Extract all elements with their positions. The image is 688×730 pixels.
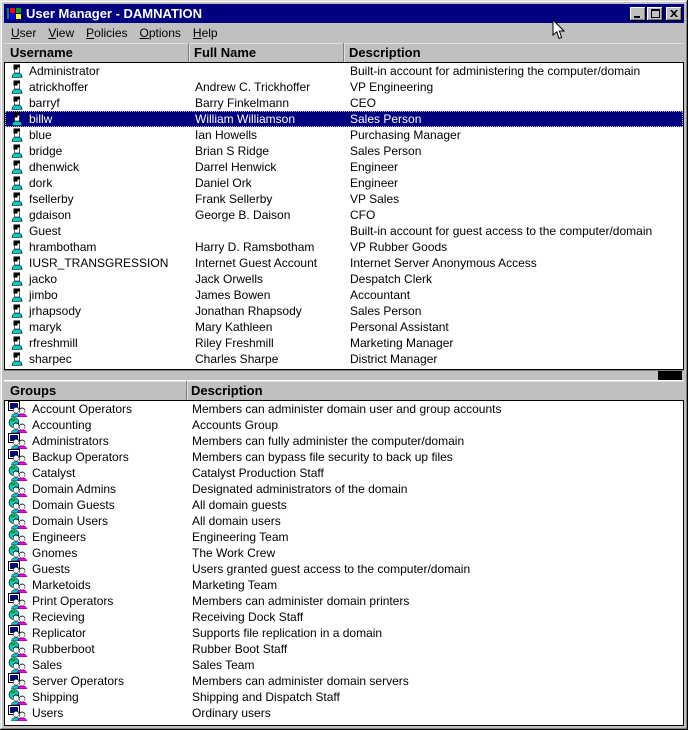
user-fullname: William Williamson xyxy=(195,112,296,126)
user-username: hrambotham xyxy=(29,240,97,254)
column-header-username: Username xyxy=(10,45,73,60)
user-row[interactable] xyxy=(5,239,683,255)
group-description: Marketing Team xyxy=(192,578,278,592)
group-global-icon xyxy=(8,417,28,433)
group-row[interactable] xyxy=(5,417,683,433)
group-description: Designated administrators of the domain xyxy=(192,482,408,496)
minimize-icon xyxy=(634,9,642,18)
group-description: Receiving Dock Staff xyxy=(192,610,304,624)
user-username: fsellerby xyxy=(29,192,74,206)
user-row[interactable] xyxy=(5,63,683,79)
user-row[interactable] xyxy=(5,95,683,111)
user-username: dork xyxy=(29,176,53,190)
user-icon xyxy=(9,303,25,319)
group-name: Users xyxy=(32,706,64,720)
titlebar[interactable] xyxy=(4,4,684,23)
group-global-icon xyxy=(8,657,28,673)
group-name: Server Operators xyxy=(32,674,125,688)
groups-column-header xyxy=(4,381,684,400)
user-fullname: Internet Guest Account xyxy=(195,256,318,270)
minimize-button[interactable] xyxy=(630,7,646,21)
group-row[interactable] xyxy=(5,577,683,593)
menu-bar xyxy=(4,23,684,43)
user-row[interactable] xyxy=(5,223,683,239)
user-description: Marketing Manager xyxy=(350,336,454,350)
group-local-icon xyxy=(8,705,28,721)
group-name: Backup Operators xyxy=(32,450,129,464)
group-name: Account Operators xyxy=(32,402,133,416)
group-row[interactable] xyxy=(5,609,683,625)
user-icon xyxy=(9,127,25,143)
user-username: jrhapsody xyxy=(29,304,82,318)
user-row[interactable] xyxy=(5,255,683,271)
group-description: The Work Crew xyxy=(192,546,276,560)
group-global-icon xyxy=(8,465,28,481)
group-global-icon xyxy=(8,609,28,625)
user-username: rfreshmill xyxy=(29,336,78,350)
user-username: atrickhoffer xyxy=(29,80,89,94)
user-fullname: Riley Freshmill xyxy=(195,336,274,350)
user-description: Accountant xyxy=(350,288,411,302)
group-description: Accounts Group xyxy=(192,418,279,432)
group-description: Ordinary users xyxy=(192,706,271,720)
group-row[interactable] xyxy=(5,497,683,513)
group-name: Rubberboot xyxy=(32,642,95,656)
group-description: Members can fully administer the computer/domain xyxy=(192,434,465,448)
user-fullname: Frank Sellerby xyxy=(195,192,273,206)
user-row[interactable] xyxy=(5,303,683,319)
user-row[interactable] xyxy=(5,127,683,143)
user-icon xyxy=(9,159,25,175)
user-description: Purchasing Manager xyxy=(350,128,461,142)
user-icon xyxy=(9,239,25,255)
user-username: IUSR_TRANSGRESSION xyxy=(29,256,169,270)
group-row[interactable] xyxy=(5,705,683,721)
user-description: Engineer xyxy=(350,176,399,190)
user-fullname: Andrew C. Trickhoffer xyxy=(195,80,311,94)
user-icon xyxy=(9,63,25,79)
user-description: Sales Person xyxy=(350,112,422,126)
group-row[interactable] xyxy=(5,561,683,577)
group-name: Administrators xyxy=(32,434,109,448)
user-icon xyxy=(9,223,25,239)
group-row[interactable] xyxy=(5,657,683,673)
user-username: Guest xyxy=(29,224,62,238)
menu-item-help[interactable]: Help xyxy=(192,26,218,40)
group-row[interactable] xyxy=(5,593,683,609)
user-row[interactable] xyxy=(5,175,683,191)
user-fullname: Jack Orwells xyxy=(195,272,264,286)
user-icon xyxy=(9,287,25,303)
group-global-icon xyxy=(8,513,28,529)
user-fullname: Charles Sharpe xyxy=(195,352,279,366)
user-fullname: Ian Howells xyxy=(195,128,258,142)
group-name: Gnomes xyxy=(32,546,78,560)
user-icon xyxy=(9,175,25,191)
column-header-group-description: Description xyxy=(191,383,263,398)
user-row[interactable] xyxy=(5,351,683,367)
user-username: billw xyxy=(29,112,53,126)
user-icon xyxy=(9,335,25,351)
group-description: Sales Team xyxy=(192,658,255,672)
user-username: blue xyxy=(29,128,52,142)
user-username: bridge xyxy=(29,144,63,158)
user-icon xyxy=(9,319,25,335)
user-row[interactable] xyxy=(5,319,683,335)
user-row[interactable] xyxy=(5,79,683,95)
group-local-icon xyxy=(8,561,28,577)
user-fullname: James Bowen xyxy=(195,288,271,302)
group-name: Sales xyxy=(32,658,63,672)
close-icon xyxy=(670,10,678,17)
group-description: All domain users xyxy=(192,514,281,528)
group-global-icon xyxy=(8,497,28,513)
group-row[interactable] xyxy=(5,545,683,561)
user-username: gdaison xyxy=(29,208,72,222)
group-description: Rubber Boot Staff xyxy=(192,642,288,656)
user-description: Despatch Clerk xyxy=(350,272,433,286)
menu-item-options[interactable]: Options xyxy=(139,26,181,40)
user-row[interactable] xyxy=(5,143,683,159)
group-name: Recieving xyxy=(32,610,85,624)
group-name: Domain Admins xyxy=(32,482,117,496)
group-description: Engineering Team xyxy=(192,530,289,544)
user-icon xyxy=(9,351,25,367)
user-description: Engineer xyxy=(350,160,399,174)
user-fullname: Brian S Ridge xyxy=(195,144,270,158)
user-row[interactable] xyxy=(5,207,683,223)
user-icon xyxy=(9,79,25,95)
group-row[interactable] xyxy=(5,529,683,545)
group-description: Supports file replication in a domain xyxy=(192,626,383,640)
group-description: Catalyst Production Staff xyxy=(192,466,324,480)
user-description: Sales Person xyxy=(350,144,422,158)
group-name: Domain Guests xyxy=(32,498,115,512)
group-description: All domain guests xyxy=(192,498,287,512)
group-global-icon xyxy=(8,641,28,657)
user-icon xyxy=(9,207,25,223)
maximize-icon xyxy=(651,9,660,18)
user-fullname: Barry Finkelmann xyxy=(195,96,290,110)
group-row[interactable] xyxy=(5,465,683,481)
window-title: User Manager - DAMNATION xyxy=(26,6,203,21)
group-name: Engineers xyxy=(32,530,87,544)
column-divider xyxy=(343,43,344,62)
user-icon xyxy=(9,191,25,207)
user-username: Administrator xyxy=(29,64,100,78)
users-list xyxy=(4,62,684,370)
group-name: Print Operators xyxy=(32,594,114,608)
group-name: Catalyst xyxy=(32,466,76,480)
group-row[interactable] xyxy=(5,513,683,529)
group-description: Members can administer domain printers xyxy=(192,594,410,608)
user-description: VP Rubber Goods xyxy=(350,240,448,254)
user-description: Personal Assistant xyxy=(350,320,449,334)
group-local-icon xyxy=(8,433,28,449)
group-name: Replicator xyxy=(32,626,87,640)
column-header-fullname: Full Name xyxy=(194,45,257,60)
group-global-icon xyxy=(8,577,28,593)
user-row[interactable] xyxy=(5,271,683,287)
group-name: Domain Users xyxy=(32,514,109,528)
close-button[interactable] xyxy=(666,7,682,21)
user-description: VP Engineering xyxy=(350,80,434,94)
user-username: jacko xyxy=(29,272,58,286)
menu-item-user[interactable]: User xyxy=(11,26,37,40)
user-username: maryk xyxy=(29,320,62,334)
group-name: Shipping xyxy=(32,690,79,704)
user-description: Built-in account for administering the computer/domain xyxy=(350,64,641,78)
user-row[interactable] xyxy=(5,287,683,303)
group-local-icon xyxy=(8,401,28,417)
user-username: barryf xyxy=(29,96,60,110)
group-row[interactable] xyxy=(5,673,683,689)
menu-item-view[interactable]: View xyxy=(48,26,75,40)
user-row[interactable] xyxy=(5,159,683,175)
user-fullname: Jonathan Rhapsody xyxy=(195,304,302,318)
user-description: CFO xyxy=(350,208,376,222)
group-row[interactable] xyxy=(5,449,683,465)
user-description: District Manager xyxy=(350,352,438,366)
group-row[interactable] xyxy=(5,641,683,657)
group-row[interactable] xyxy=(5,401,683,417)
group-description: Users granted guest access to the computer/domain xyxy=(192,562,471,576)
user-fullname: Mary Kathleen xyxy=(195,320,273,334)
user-username: sharpec xyxy=(29,352,72,366)
group-global-icon xyxy=(8,481,28,497)
group-description: Members can administer domain user and group accounts xyxy=(192,402,502,416)
user-icon xyxy=(9,143,25,159)
user-row[interactable] xyxy=(5,335,683,351)
split-bar[interactable] xyxy=(4,370,684,381)
group-global-icon xyxy=(8,689,28,705)
column-divider xyxy=(188,43,189,62)
user-description: CEO xyxy=(350,96,377,110)
user-fullname: Darrel Henwick xyxy=(195,160,277,174)
group-local-icon xyxy=(8,673,28,689)
group-global-icon xyxy=(8,529,28,545)
group-local-icon xyxy=(8,593,28,609)
column-header-groups: Groups xyxy=(10,383,57,398)
group-global-icon xyxy=(8,545,28,561)
group-local-icon xyxy=(8,449,28,465)
group-name: Accounting xyxy=(32,418,92,432)
user-icon xyxy=(9,95,25,111)
users-column-header xyxy=(4,43,684,62)
app-icon xyxy=(6,6,22,22)
maximize-button[interactable] xyxy=(647,7,663,21)
user-fullname: Harry D. Ramsbotham xyxy=(195,240,315,254)
user-description: Sales Person xyxy=(350,304,422,318)
column-header-description: Description xyxy=(349,45,421,60)
group-description: Members can administer domain servers xyxy=(192,674,409,688)
user-fullname: George B. Daison xyxy=(195,208,291,222)
user-username: dhenwick xyxy=(29,160,80,174)
groups-list xyxy=(4,400,684,726)
group-name: Marketoids xyxy=(32,578,91,592)
group-row[interactable] xyxy=(5,481,683,497)
user-fullname: Daniel Ork xyxy=(195,176,252,190)
user-row[interactable] xyxy=(5,191,683,207)
user-username: jimbo xyxy=(29,288,58,302)
user-icon xyxy=(9,255,25,271)
group-name: Guests xyxy=(32,562,71,576)
user-description: VP Sales xyxy=(350,192,400,206)
user-icon xyxy=(9,271,25,287)
group-row[interactable] xyxy=(5,625,683,641)
group-description: Members can bypass file security to back up files xyxy=(192,450,453,464)
menu-item-policies[interactable]: Policies xyxy=(86,26,128,40)
user-icon xyxy=(9,111,25,127)
split-bar-thumb[interactable] xyxy=(658,371,682,380)
group-local-icon xyxy=(8,625,28,641)
column-divider xyxy=(186,381,187,400)
group-row[interactable] xyxy=(5,689,683,705)
group-row[interactable] xyxy=(5,433,683,449)
user-description: Built-in account for guest access to the computer/domain xyxy=(350,224,653,238)
user-description: Internet Server Anonymous Access xyxy=(350,256,537,270)
group-description: Shipping and Dispatch Staff xyxy=(192,690,340,704)
user-row[interactable] xyxy=(5,111,683,127)
